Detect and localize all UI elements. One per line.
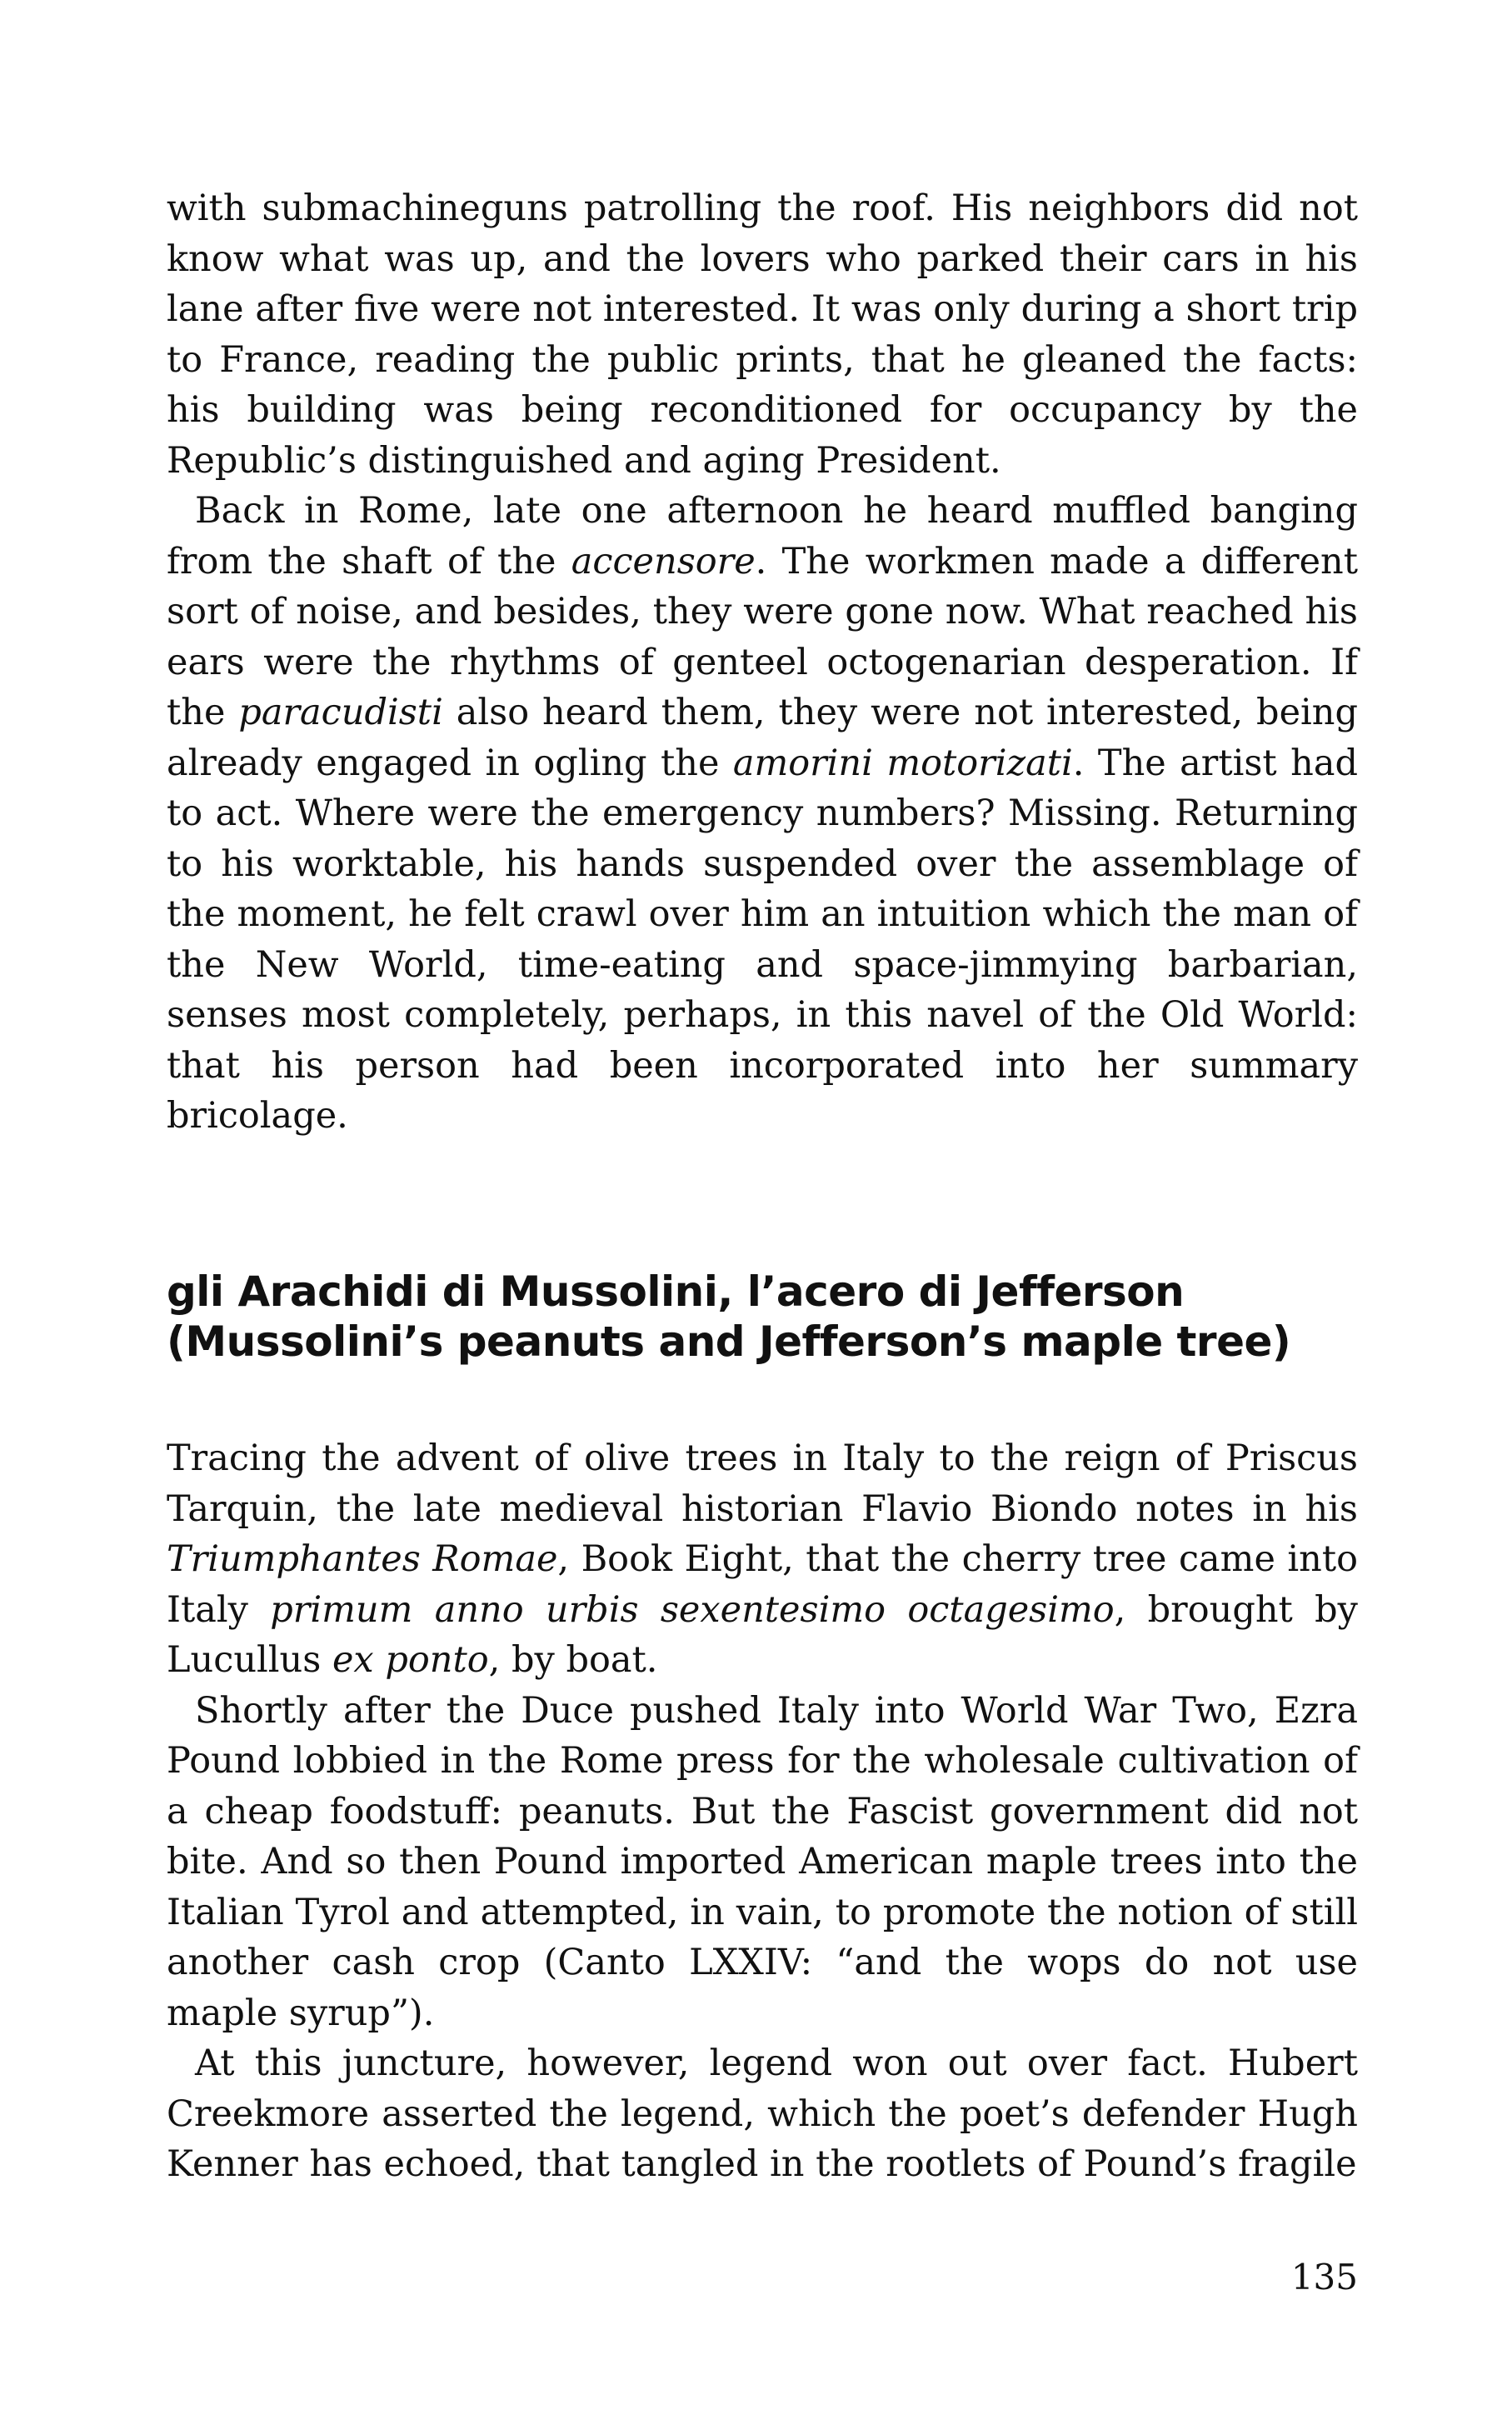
paragraph-continuation: with submachineguns patrolling the roof. His neighbors did not know what was up, and the lovers who parked their cars in his lane after five were not interested. It was only during a short trip to France, reading the public prints, that he gleaned the facts: his building was being reconditioned for occupancy by the Republic’s distinguished and aging President. xyxy=(167,188,1358,482)
italic-ex-ponto: ex ponto xyxy=(332,1639,489,1681)
section-heading-line-1: gli Arachidi di Mussolini, l’acero di Jefferson xyxy=(167,1268,1185,1316)
text-run: Back in Rome, late one afternoon he heard muffled banging from the shaft of the xyxy=(167,490,1358,582)
paragraph-pound: Shortly after the Duce pushed Italy into World War Two, Ezra Pound lobbied in the Rome press for the wholesale cultivation of a cheap foodstuff: peanuts. But the Fascist government did not bite. And so then Pound imported American maple trees into the Italian Tyrol and attempted, in vain, to promote the notion of still another cash crop (Canto LXXIV: “and the wops do not use maple syrup”). xyxy=(167,1689,1358,2034)
italic-term-paracudisti: paracudisti xyxy=(238,692,443,733)
text-run: Tracing the advent of olive trees in Italy to the reign of Priscus Tarquin, the late medieval historian Flavio Biondo notes in his xyxy=(167,1438,1358,1530)
paragraph-accensore xyxy=(167,486,1358,1142)
text-run: also heard them, they were not interested, being already engaged in ogling the xyxy=(167,692,1359,784)
italic-term-amorini: amorini motorizati xyxy=(732,742,1073,784)
text-run: , by boat. xyxy=(488,1639,658,1681)
section-heading xyxy=(167,1267,1358,1367)
section-heading-line-2: (Mussolini’s peanuts and Jefferson’s maple tree) xyxy=(167,1318,1291,1366)
italic-term-accensore: accensore xyxy=(571,540,756,582)
text-run: , Book Eight, that the cherry tree came into Italy xyxy=(167,1538,1358,1631)
top-text-block xyxy=(167,183,1358,1142)
text-run: , brought by Lucullus xyxy=(167,1588,1358,1681)
page-number: 135 xyxy=(1290,2257,1358,2298)
italic-latin-phrase: primum anno urbis sexentesimo octagesimo xyxy=(270,1588,1115,1631)
text-run: . The artist had to act. Where were the emergency numbers? Missing. Returning to his worktable, his hands suspended over the assemblage of the moment, he felt crawl over him an intuition which the man of the New World, time-eating and space-jimmying barbarian, senses most completely, perhaps, in this navel of the Old World: that his person had been incorporated into her summary bricolage. xyxy=(167,742,1358,1137)
italic-title-triumphantes: Triumphantes Romae xyxy=(167,1538,558,1580)
paragraph-legend: At this juncture, however, legend won out over fact. Hubert Creekmore asserted the legend, which the poet’s defender Hugh Kenner has echoed, that tangled in the rootlets of Pound’s fragile xyxy=(167,2042,1358,2185)
paragraph-biondo xyxy=(167,1433,1358,1686)
bottom-text-block xyxy=(167,1433,1358,2190)
text-run: . The workmen made a different sort of noise, and besides, they were gone now. What reached his ears were the rhythms of genteel octogenarian desperation. If the xyxy=(167,540,1359,733)
